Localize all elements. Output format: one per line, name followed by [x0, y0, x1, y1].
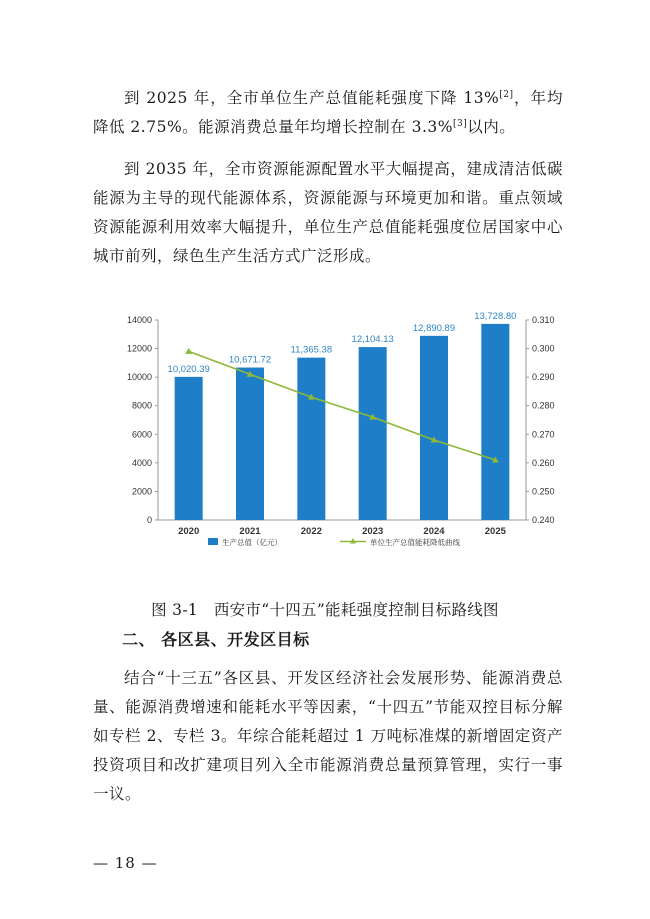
intensity-point-2020 — [185, 348, 192, 354]
bar-gdp-2024 — [420, 336, 448, 520]
y-left-tick-label: 12000 — [126, 343, 152, 354]
paragraph-2025-target — [93, 84, 563, 142]
page-number: — 18 — — [93, 854, 158, 872]
paragraph-district-targets: 结合“十三五”各区县、开发区经济社会发展形势、能源消费总量、能源消费增速和能耗水平等因素，“十四五”节能双控目标分解如专栏 2、专栏 3。年综合能耗超过 1 万吨标准煤的新增固定资产投资项目和改扩建项目列入全市能源消费总量预算管理，实行一事一议。 — [93, 669, 563, 803]
y-right-tick-label: 0.260 — [532, 457, 555, 468]
y-right-tick-label: 0.240 — [532, 515, 555, 525]
x-tick-label: 2022 — [300, 526, 322, 537]
y-right-tick-label: 0.270 — [532, 429, 555, 440]
legend-bar-swatch — [208, 538, 218, 545]
y-left-tick-label: 10000 — [126, 372, 152, 383]
bar-data-label: 13,728.80 — [474, 310, 517, 322]
chart-svg — [108, 300, 568, 562]
bar-data-label: 12,104.13 — [351, 334, 394, 346]
p1-text-c: 以内。 — [467, 118, 516, 136]
footnote-ref-3[interactable]: [3] — [452, 118, 468, 129]
x-tick-label: 2025 — [484, 526, 506, 537]
y-left-tick-label: 6000 — [131, 429, 152, 440]
x-tick-label: 2021 — [239, 526, 261, 537]
y-left-tick-label: 2000 — [131, 486, 152, 497]
bar-gdp-2025 — [481, 324, 509, 520]
bar-data-label: 11,365.38 — [290, 344, 333, 356]
x-tick-label: 2023 — [362, 526, 384, 537]
bar-gdp-2022 — [297, 358, 325, 520]
y-left-tick-label: 14000 — [126, 315, 152, 325]
legend-line-label: 单位生产总值能耗降低曲线 — [370, 538, 460, 547]
bar-data-label: 12,890.89 — [412, 322, 456, 334]
y-right-tick-label: 0.280 — [532, 400, 555, 411]
y-right-tick-label: 0.250 — [532, 486, 555, 497]
legend-bar-label: 生产总值（亿元） — [222, 538, 282, 547]
x-tick-label: 2020 — [178, 526, 200, 537]
energy-intensity-chart — [108, 300, 568, 562]
bar-data-label: 10,671.72 — [228, 354, 272, 366]
p1-text-b: ，年均降低 2.75%。能源消费总量年均增长控制在 3.3% — [93, 89, 563, 136]
p1-text-a: 到 2025 年，全市单位生产总值能耗强度下降 13% — [124, 89, 500, 107]
y-left-tick-label: 8000 — [131, 400, 152, 411]
figure-caption: 图 3-1 西安市“十四五”能耗强度控制目标路线图 — [151, 601, 499, 619]
intensity-line — [189, 351, 496, 460]
y-left-tick-label: 0 — [146, 515, 152, 525]
bar-gdp-2020 — [175, 377, 203, 520]
bar-gdp-2021 — [236, 368, 264, 520]
bar-data-label: 10,020.39 — [167, 363, 210, 375]
y-right-tick-label: 0.290 — [532, 372, 555, 383]
y-right-tick-label: 0.310 — [532, 315, 555, 325]
y-right-tick-label: 0.300 — [532, 343, 555, 354]
footnote-ref-2[interactable]: [2] — [499, 89, 514, 100]
y-left-tick-label: 4000 — [131, 457, 152, 468]
bar-gdp-2023 — [359, 347, 387, 520]
paragraph-2035-target: 到 2035 年，全市资源能源配置水平大幅提高，建成清洁低碳能源为主导的现代能源体系，资源能源与环境更加和谐。重点领域资源能源利用效率大幅提升，单位生产总值能耗强度位居国家中心城市前列，绿色生产生活方式广泛形成。 — [93, 160, 563, 265]
x-tick-label: 2024 — [423, 526, 445, 537]
section-heading: 二、 各区县、开发区目标 — [122, 630, 310, 649]
